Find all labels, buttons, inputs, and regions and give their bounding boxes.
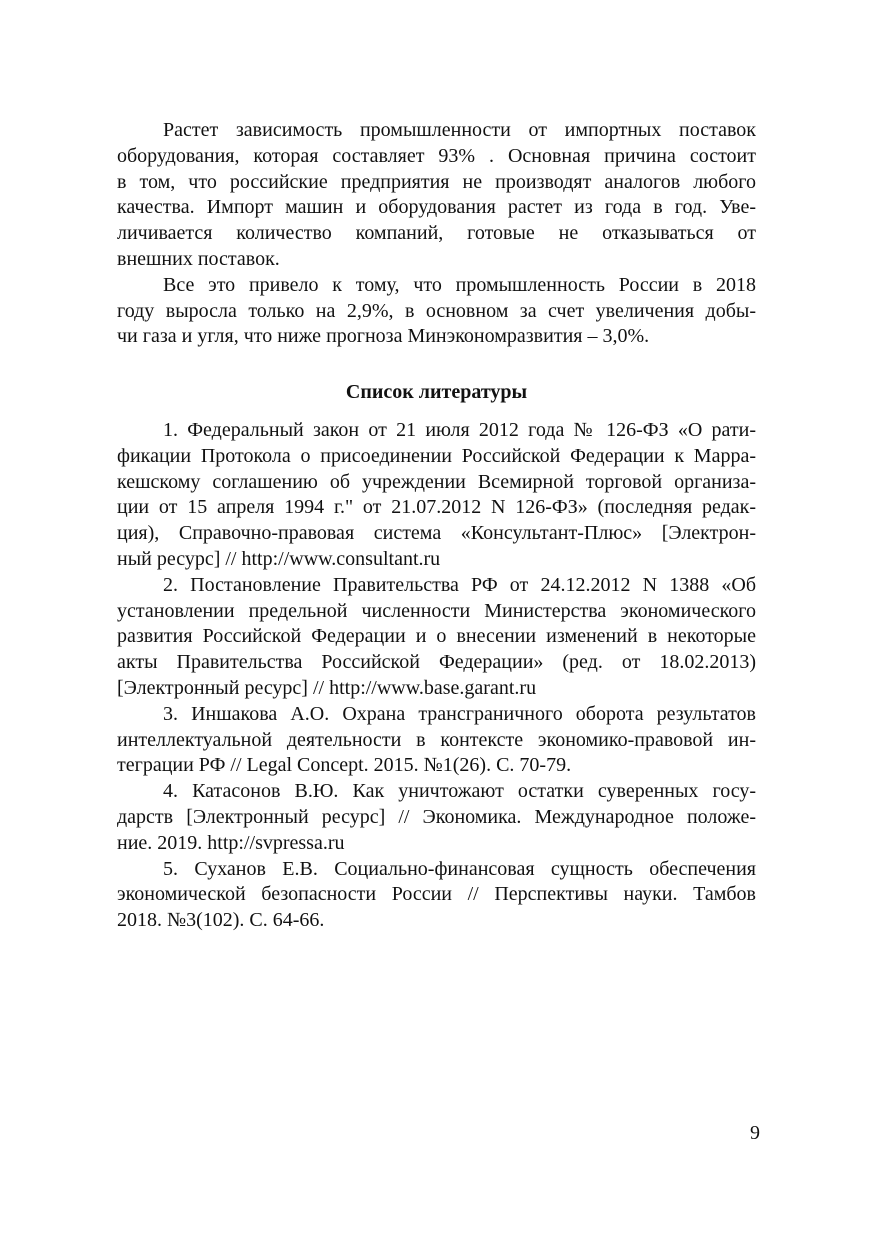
text-line: интеллектуальной деятельности в контексте экономико-правовой ин- [117, 728, 756, 751]
text-line: ции от 15 апреля 1994 г." от 21.07.2012 N 126-ФЗ» (последняя редак- [117, 496, 756, 519]
text-line: 2018. №3(102). С. 64-66. [117, 909, 325, 932]
text-line: году выросла только на 2,9%, в основном за счет увеличения добы- [117, 299, 756, 322]
text-line: теграции РФ // Legal Concept. 2015. №1(26). С. 70-79. [117, 754, 572, 777]
references-list [117, 418, 756, 934]
text-line: ный ресурс] // http://www.consultant.ru [117, 547, 441, 570]
text-line: установлении предельной численности Министерства экономического [117, 599, 756, 622]
text-line: 1. Федеральный закон от 21 июля 2012 года № 126-ФЗ «О рати- [163, 419, 756, 441]
text-line: ция), Справочно-правовая система «Консультант-Плюс» [Электрон- [117, 522, 756, 545]
text-line: чи газа и угля, что ниже прогноза Минэкономразвития – 3,0%. [117, 325, 650, 348]
text-line: экономической безопасности России // Перспективы науки. Тамбов [117, 883, 756, 906]
reference-item [117, 857, 756, 934]
text-line: 3. Иншакова А.О. Охрана трансграничного оборота результатов [163, 702, 756, 725]
paragraph [117, 118, 756, 273]
reference-item [117, 418, 756, 573]
text-line: Растет зависимость промышленности от импортных поставок [163, 119, 756, 141]
text-line: развития Российской Федерации и о внесении изменений в некоторые [117, 625, 756, 648]
reference-item [117, 702, 756, 779]
references-heading: Список литературы [345, 381, 528, 403]
text-line: в том, что российские предприятия не производят аналогов любого [117, 170, 756, 193]
text-line: 5. Суханов Е.В. Социально-финансовая сущность обеспечения [163, 857, 756, 880]
text-line: акты Правительства Российской Федерации» (ред. от 18.02.2013) [117, 651, 756, 674]
text-line: дарств [Электронный ресурс] // Экономика. Международное положе- [117, 805, 756, 828]
reference-item [117, 779, 756, 856]
text-line: фикации Протокола о присоединении Российской Федерации к Марра- [117, 444, 756, 467]
body-text [117, 118, 756, 350]
text-line: оборудования, которая составляет 93% . Основная причина состоит [117, 144, 756, 167]
text-line: кешскому соглашению об учреждении Всемирной торговой организа- [117, 470, 756, 493]
text-line: 4. Катасонов В.Ю. Как уничтожают остатки суверенных госу- [163, 780, 756, 803]
paragraph [117, 273, 756, 350]
text-line: личивается количество компаний, готовые не отказываться от [117, 222, 756, 245]
reference-item [117, 573, 756, 702]
text-line: Все это привело к тому, что промышленность России в 2018 [163, 273, 756, 296]
page-number: 9 [750, 1122, 760, 1144]
text-line: качества. Импорт машин и оборудования растет из года в год. Уве- [117, 196, 756, 219]
text-line: 2. Постановление Правительства РФ от 24.12.2012 N 1388 «Об [163, 573, 756, 596]
text-line: ние. 2019. http://svpressa.ru [117, 831, 345, 854]
text-line: внешних поставок. [117, 247, 280, 270]
text-line: [Электронный ресурс] // http://www.base.garant.ru [117, 676, 537, 699]
